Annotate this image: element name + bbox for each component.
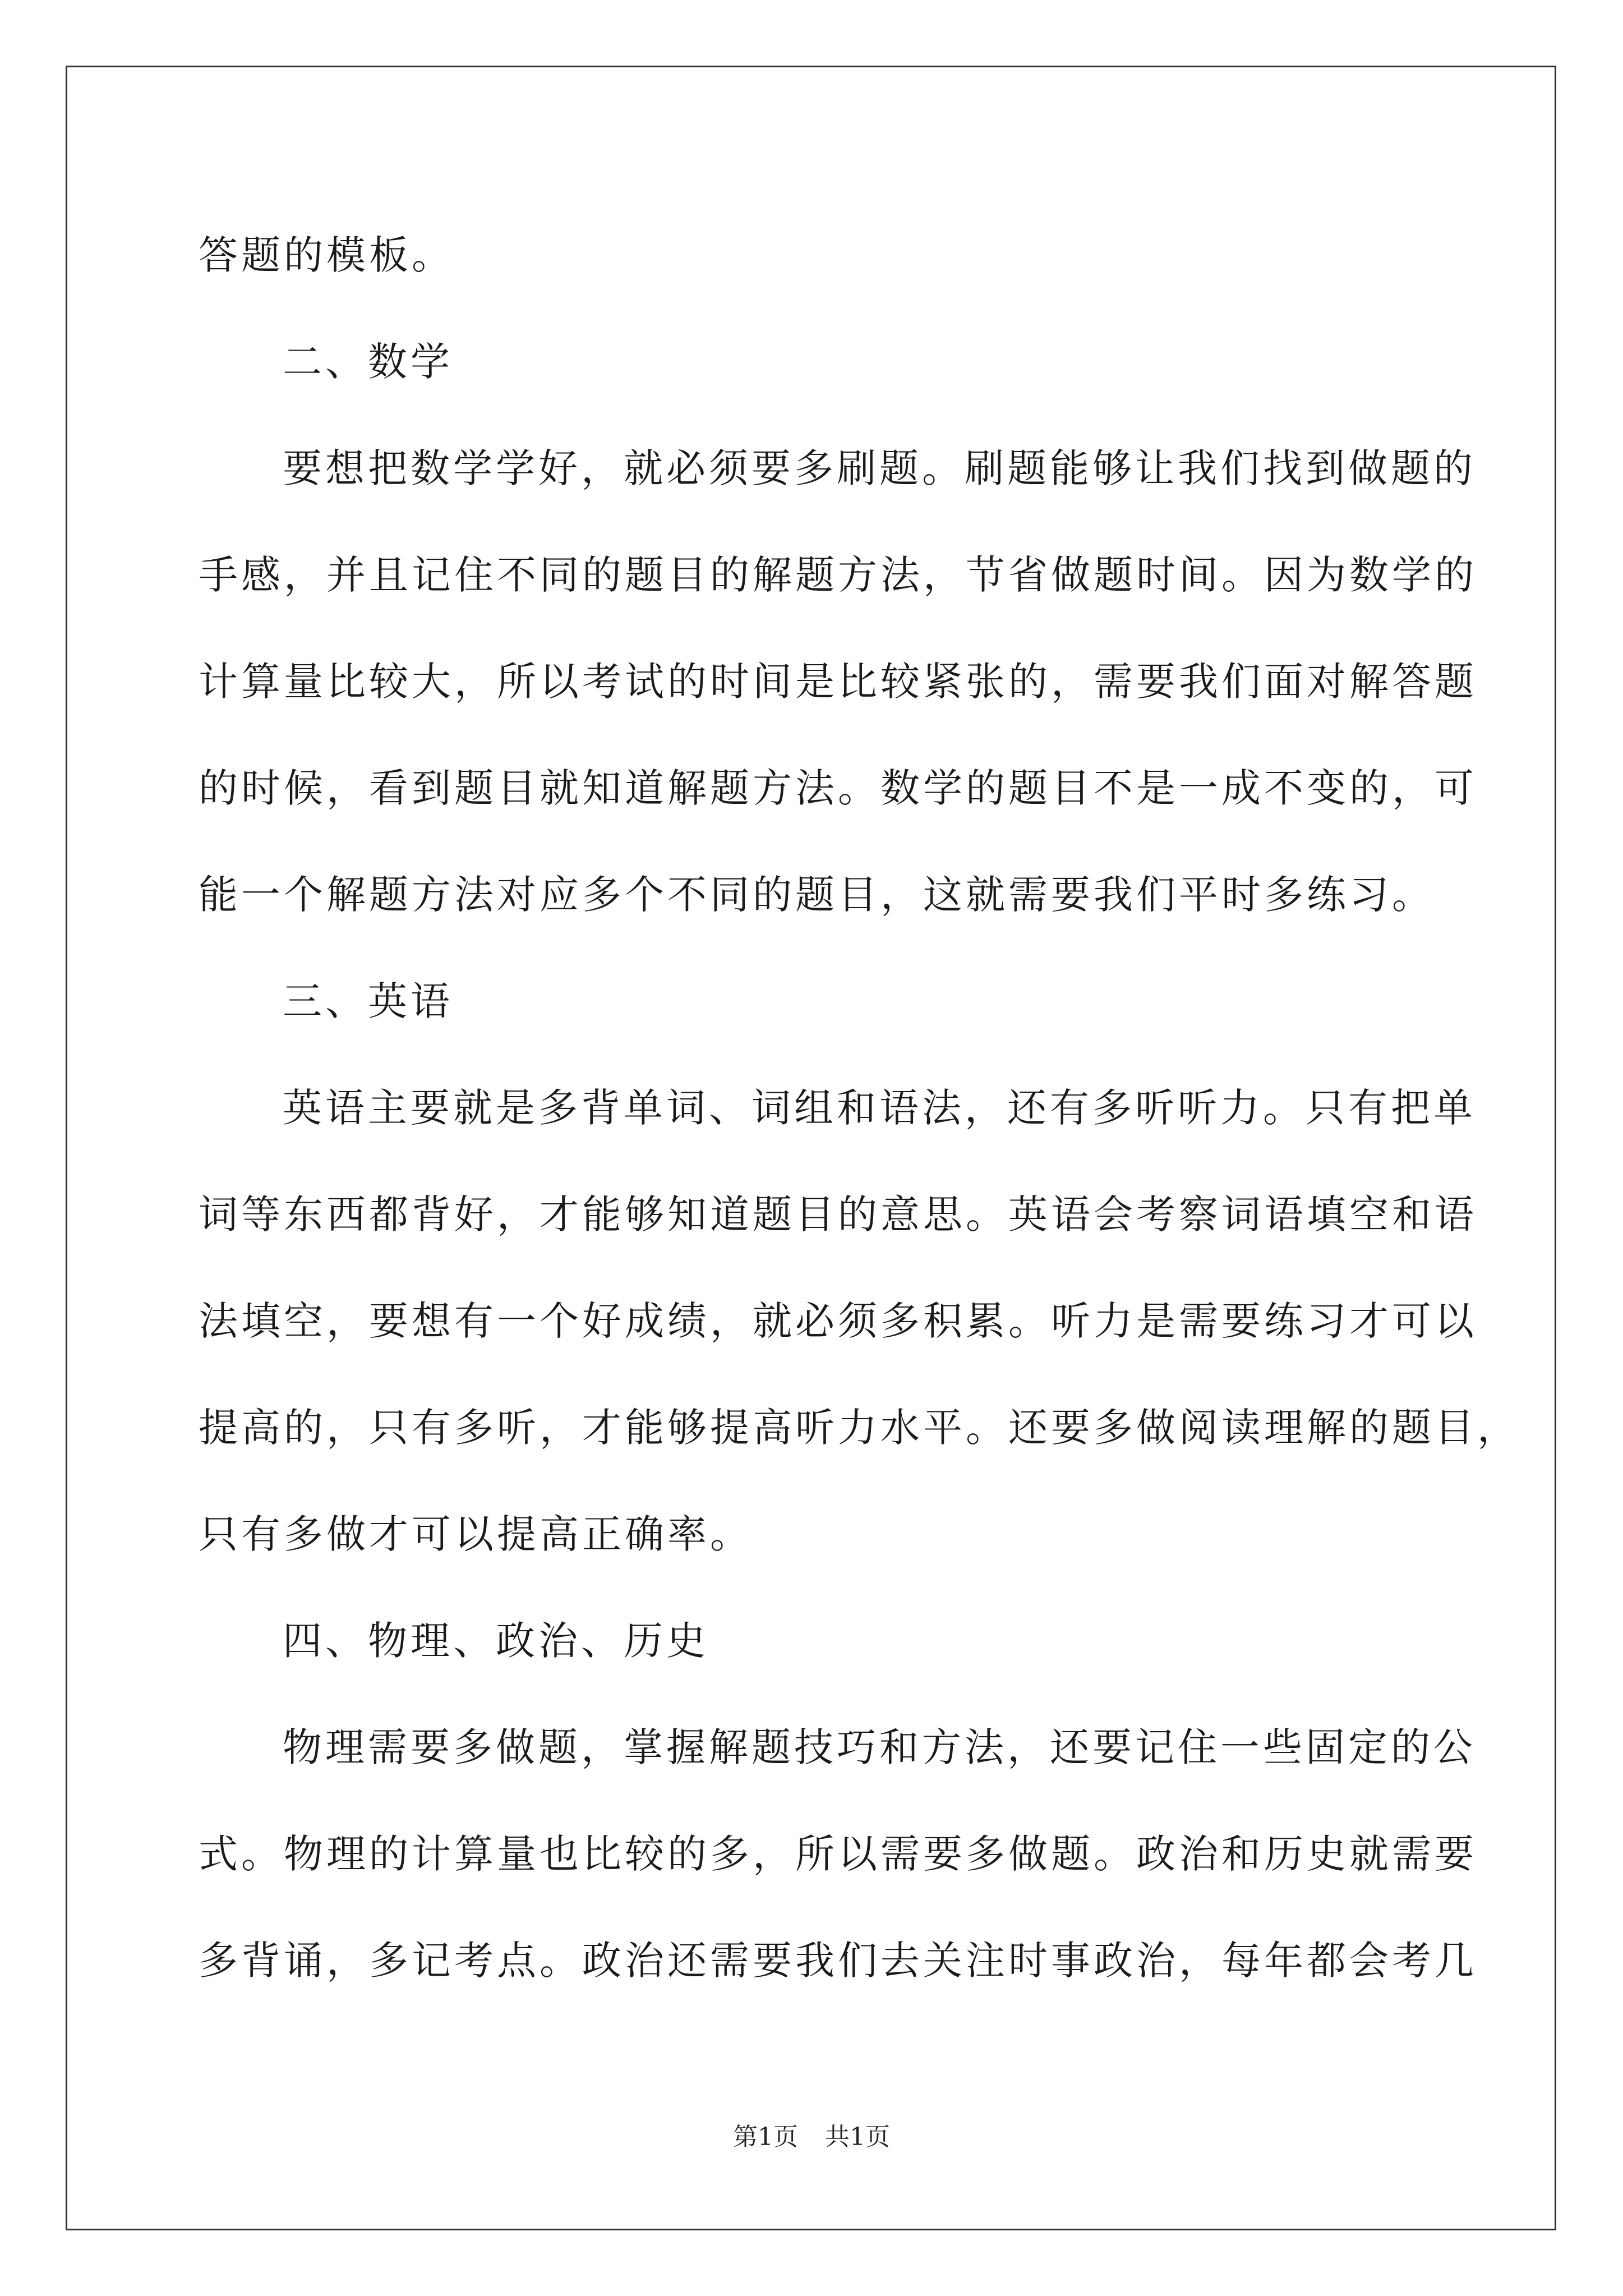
text-line: 要想把数学学好，就必须要多刷题。刷题能够让我们找到做题的	[283, 445, 1476, 491]
page-total: 共1页	[825, 2123, 890, 2151]
text-line: 法填空，要想有一个好成绩，就必须多积累。听力是需要练习才可以	[199, 1298, 1477, 1344]
text-line: 四、物理、政治、历史	[283, 1618, 709, 1664]
text-line: 三、英语	[283, 978, 453, 1024]
text-line: 计算量比较大，所以考试的时间是比较紧张的，需要我们面对解答题	[199, 659, 1477, 705]
text-line: 手感，并且记住不同的题目的解题方法，节省做题时间。因为数学的	[199, 552, 1477, 598]
text-line: 的时候，看到题目就知道解题方法。数学的题目不是一成不变的，可	[199, 765, 1477, 811]
page-number: 第1页	[733, 2123, 798, 2151]
text-line: 物理需要多做题，掌握解题技巧和方法，还要记住一些固定的公	[283, 1724, 1476, 1770]
text-line: 答题的模板。	[199, 232, 454, 278]
text-line: 提高的，只有多听，才能够提高听力水平。还要多做阅读理解的题目，	[199, 1405, 1520, 1451]
text-line: 词等东西都背好，才能够知道题目的意思。英语会考察词语填空和语	[199, 1191, 1477, 1237]
text-line: 英语主要就是多背单词、词组和语法，还有多听听力。只有把单	[283, 1085, 1476, 1131]
page-footer	[0, 2120, 1623, 2154]
text-line: 能一个解题方法对应多个不同的题目，这就需要我们平时多练习。	[199, 872, 1435, 918]
text-line: 多背诵，多记考点。政治还需要我们去关注时事政治，每年都会考几	[199, 1938, 1477, 1984]
text-line: 只有多做才可以提高正确率。	[199, 1511, 753, 1557]
text-line: 式。物理的计算量也比较的多，所以需要多做题。政治和历史就需要	[199, 1831, 1477, 1877]
document-body	[199, 202, 1520, 2014]
text-line: 二、数学	[283, 339, 453, 385]
